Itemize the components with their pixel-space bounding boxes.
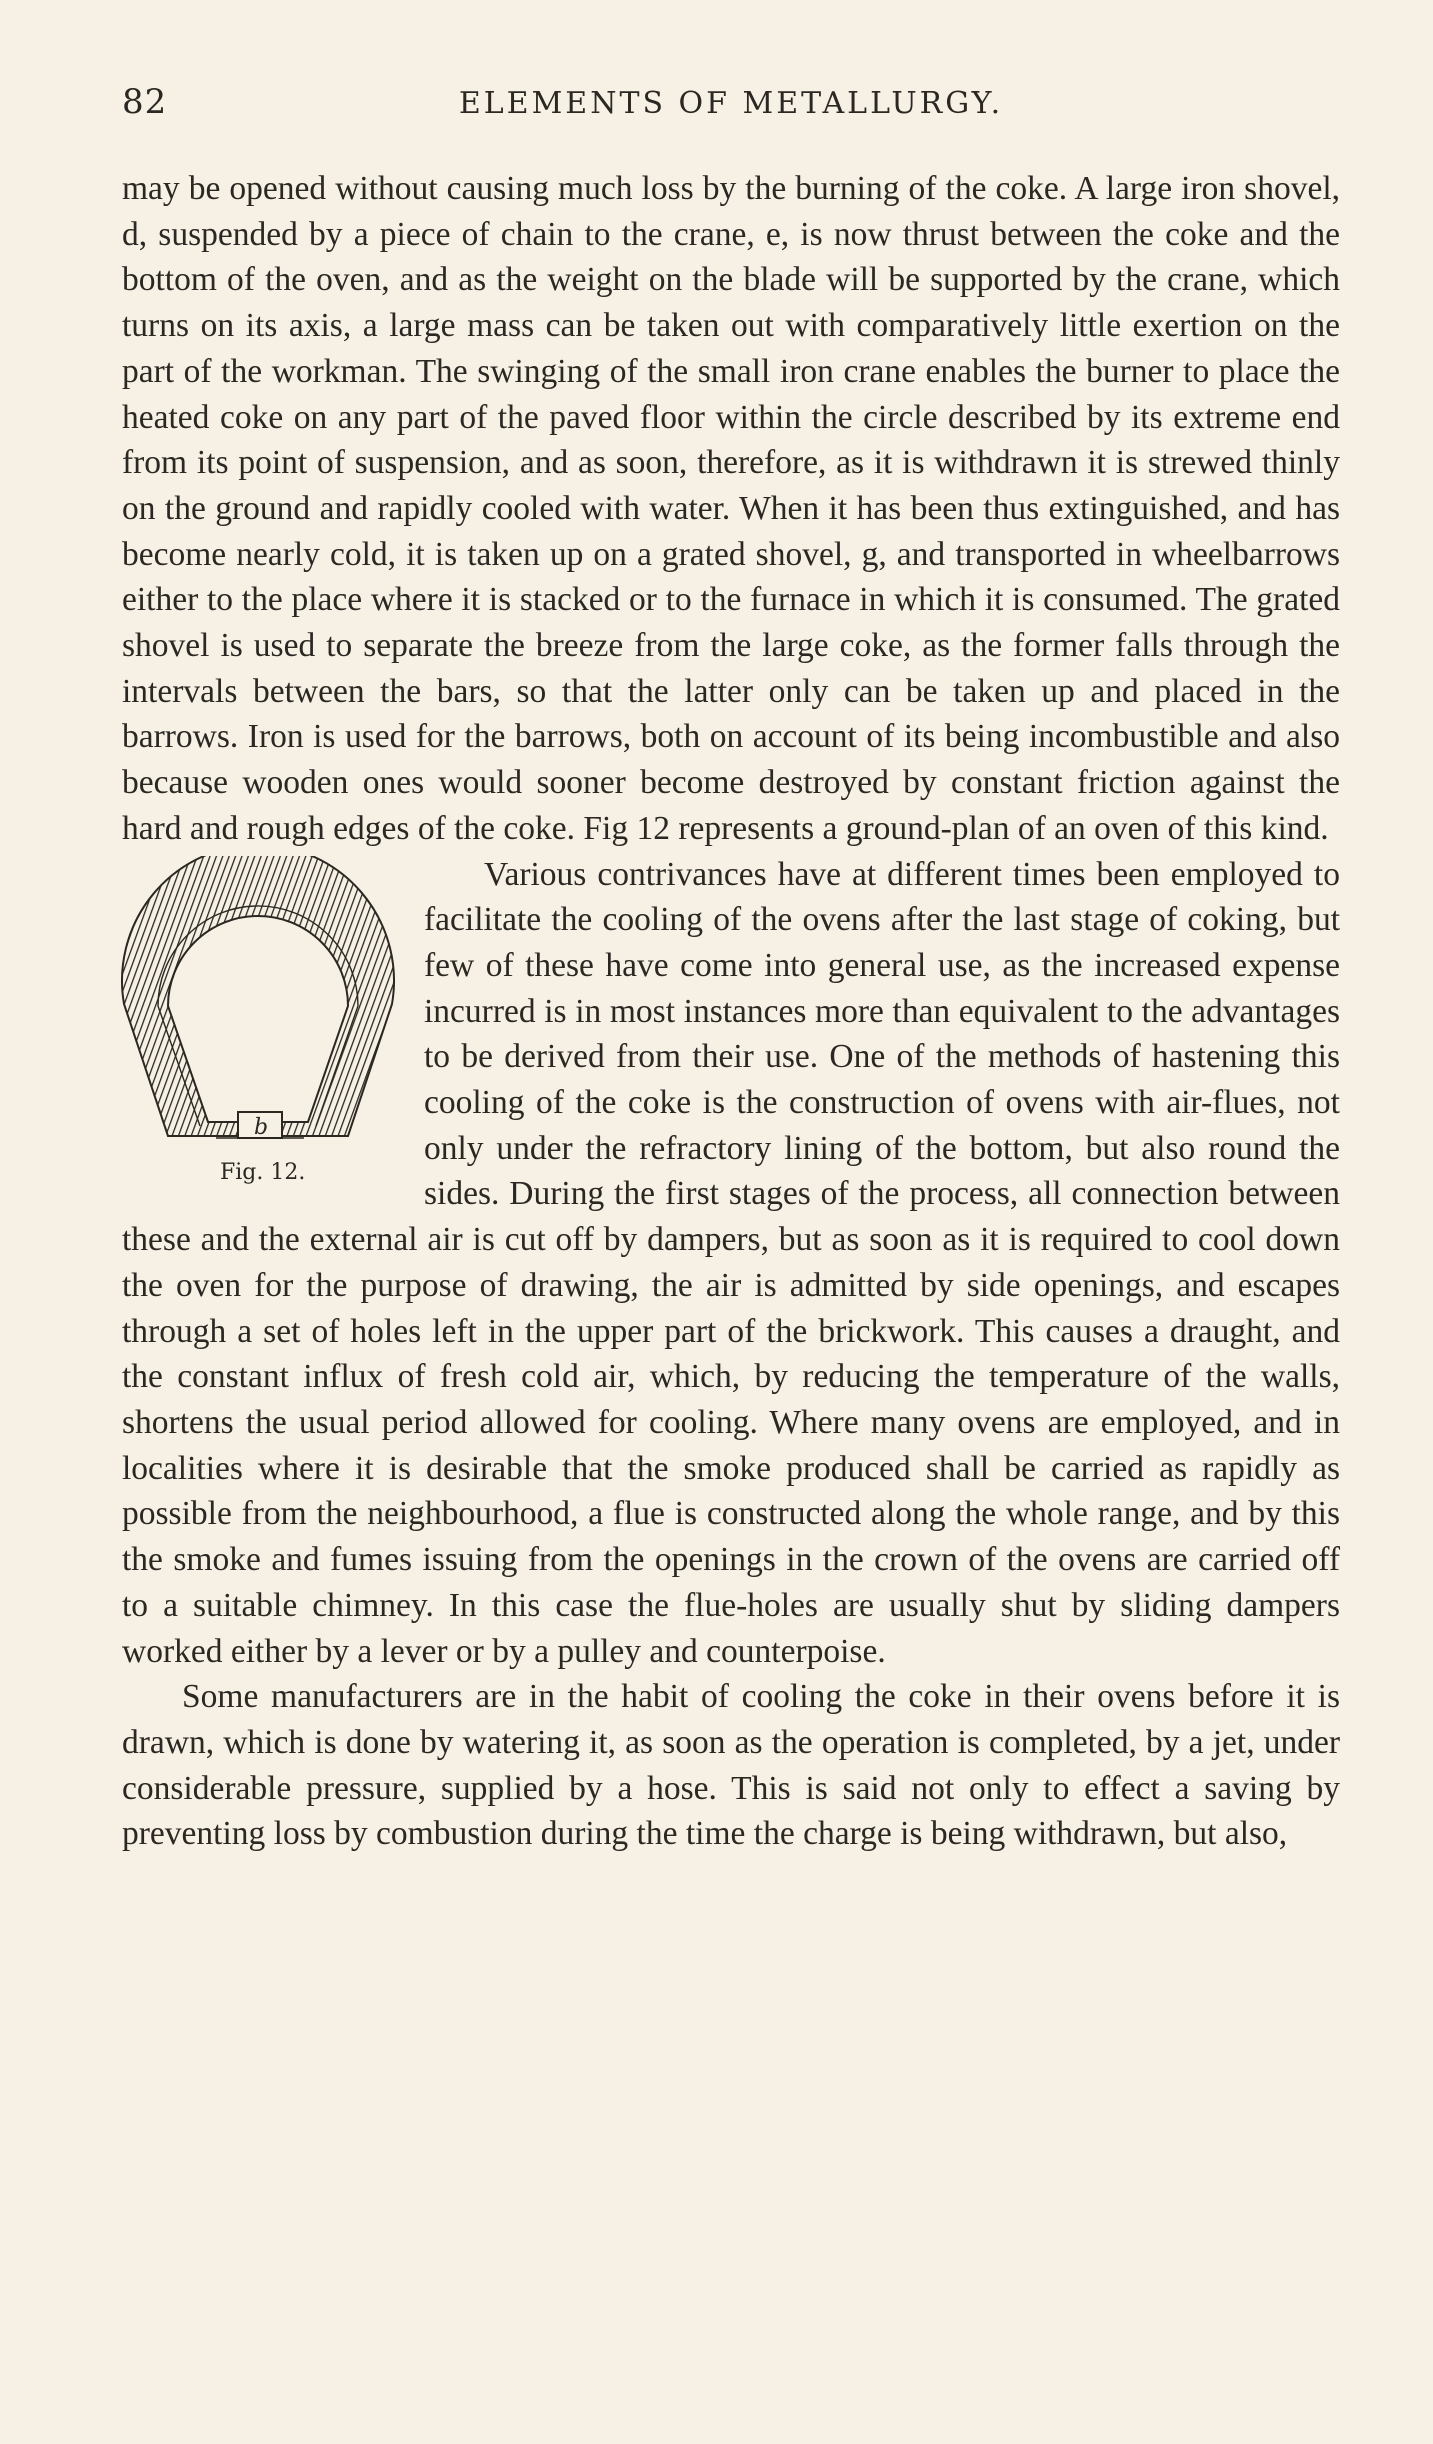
figure-label: Fig. 12.: [220, 1159, 306, 1185]
body-text: [122, 166, 1340, 1857]
paragraph-continued: may be opened without causing much loss by the burning of the coke. A large iron shovel, d, suspended by a piece of chain to the crane, e, is now thrust between the coke and the bottom of the oven, and as the weight on the blade will be supported by the crane, which turns on its axis, a large mass can be taken out with comparatively little exertion on the part of the workman. The swinging of the small iron crane enables the burner to place the heated coke on any part of the paved floor within the circle described by its extreme end from its point of suspension, and as soon, therefore, as it is withdrawn it is strewed thinly on the ground and rapidly cooled with water. When it has been thus extinguished, and has become nearly cold, it is taken up on a grated shovel, g, and transported in wheelbarrows either to the place where it is stacked or to the furnace in which it is consumed. The grated shovel is used to separate the breeze from the large coke, as the former falls through the intervals between the bars, so that the latter only can be taken up and placed in the barrows. Iron is used for the barrows, both on account of its being incombustible and also because wooden ones would sooner become destroyed by constant friction against the hard and rough edges of the coke. Fig 12 represents a ground-plan of an oven of this kind.: [122, 170, 1340, 847]
paragraph-cooling-contrivances: Various contrivances have at different times been employed to facilitate the cooling of the ovens after the last stage of coking, but few of these have come into general use, as the increased expense incurred is in most instances more than equivalent to the advantages to be derived from their use. One of the methods of hastening this cooling of the coke is the construction of ovens with air-flues, not only under the refractory lining of the bottom, but also round the sides. During the first stages of the process, all connection between these and the external air is cut off by dampers, but as soon as it is required to cool down the oven for the purpose of drawing, the air is admitted by side openings, and escapes through a set of holes left in the upper part of the brickwork. This causes a draught, and the constant influx of fresh cold air, which, by reducing the temperature of the walls, shortens the usual period allowed for cooling. Where many ovens are employed, and in localities where it is desirable that the smoke produced shall be carried as rapidly as possible from the neighbourhood, a flue is constructed along the whole range, and by this the smoke and fumes issuing from the openings in the crown of the ovens are carried off to a suitable chimney. In this case the flue-holes are usually shut by sliding dampers worked either by a lever or by a pulley and counterpoise.: [122, 855, 1340, 1670]
page-number: 82: [122, 82, 168, 122]
running-head: ELEMENTS OF METALLURGY.: [458, 86, 1004, 121]
oven-ground-plan-drawing: [120, 856, 400, 1156]
door-letter: b: [254, 1114, 269, 1140]
figure-12: [120, 856, 400, 1194]
page-header: [122, 82, 1340, 132]
paragraph-watering: Some manufacturers are in the habit of cooling the coke in their ovens before it is drawn, which is done by watering it, as soon as the operation is completed, by a jet, under considerable pressure, supplied by a hose. This is said not only to effect a saving by preventing loss by combustion during the time the charge is being withdrawn, but also,: [122, 1678, 1340, 1853]
